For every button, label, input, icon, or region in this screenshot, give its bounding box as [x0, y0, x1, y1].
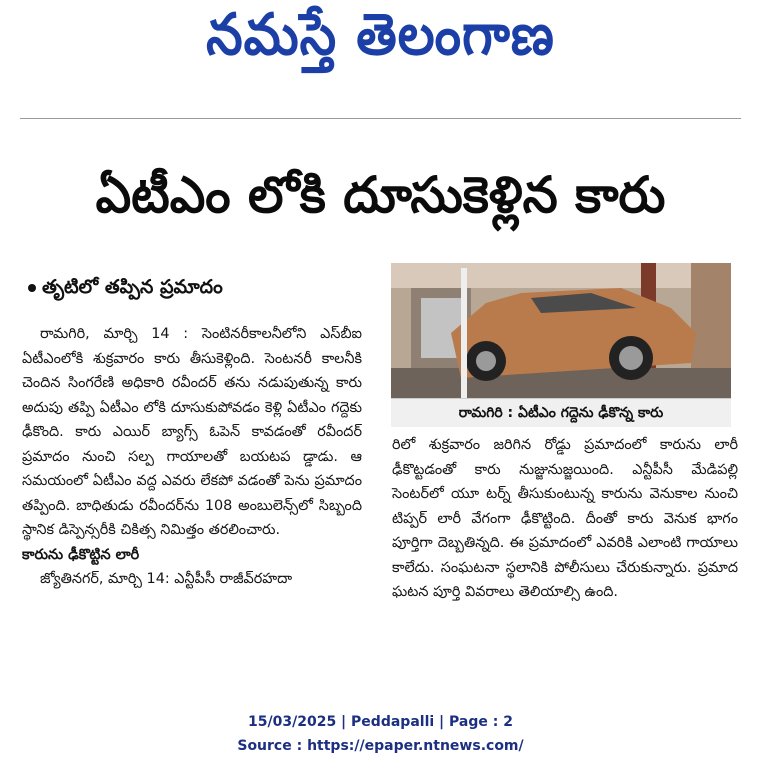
right-column [392, 433, 738, 605]
car-photo-illustration [391, 263, 731, 398]
page-footer [0, 710, 761, 758]
article-subhead [28, 276, 223, 303]
masthead [0, 0, 761, 110]
left-paragraph-1: రామగిరి, మార్చి 14 : సెంటినరీకాలనీలోని ఎస్‌బీఐ ఏటీఎంలోకి శుక్రవారం కారు తీసుకెళ్లింది. సెంటనరీ కాలనీకి చెందిన సింగరేణి అధికారి రవీందర్ తను నడుపుతున్న కారు అదుపు తప్పి ఏటీఎం లోకి దూసుకుపోవడం కెళ్లి ఏటీఎం గద్దెకు ఢీకొంది. కారు ఎయిర్ బ్యాగ్స్ ఓపెన్ కావడంతో రవీందర్ ప్రమాదం నుంచి సల్ప గాయాలతో బయటప డ్డాడు. ఆ సమయంలో ఏటీఎం వద్ద ఎవరు లేకపో వడంతో పెను ప్రమాదం తప్పింది. బాధితుడు రవీందర్‌ను 108 అంబులెన్స్‌లో సిబ్బంది స్థానిక డిస్పెన్సరీకి చికిత్స నిమిత్తం తరలించారు. [22, 326, 362, 538]
car-crash-photo [391, 263, 731, 398]
masthead-divider [20, 118, 741, 119]
right-paragraph-1: రిలో శుక్రవారం జరిగిన రోడ్డు ప్రమాదంలో కారును లారీ ఢీకొట్టడంతో కారు నుజ్జునుజ్జయింది. ఎన్టీపీసీ మేడిపల్లి సెంటర్‌లో యూ టర్న్ తీసుకుంటున్న కారును వెనుకాల నుంచి టిప్పర్ లారీ వేగంగా ఢీకొట్టింది. దీంతో కారు వెనుక భాగం పూర్తిగా దెబ్బతిన్నది. ఈ ప్రమాదంలో ఎవరికి ఎలాంటి గాయాలు కాలేదు. సంఘటనా స్థలానికి పోలీసులు చేరుకున్నారు. ప్రమాద ఘటన పూర్తి వివరాలు తెలియాల్సి ఉంది. [392, 437, 738, 600]
secondary-subheading: కారును ఢీకొట్టిన లారీ [22, 546, 140, 563]
footer-date-edition: 15/03/2025 | Peddapalli | Page : 2 [248, 714, 513, 730]
newspaper-logo-title: నమస్తే తెలంగాణ [206, 2, 555, 69]
footer-source-link[interactable]: Source : https://epaper.ntnews.com/ [237, 738, 524, 754]
left-column [22, 322, 362, 592]
subhead-text: తృటిలో తప్పిన ప్రమాదం [42, 276, 223, 298]
left-paragraph-2: జ్యోతినగర్, మార్చి 14: ఎన్టీపీసీ రాజీవ్‌రహదా [40, 571, 293, 587]
photo-caption: రామగిరి : ఏటీఎం గద్దెను ఢీకొన్న కారు [391, 398, 731, 427]
bullet-icon [28, 284, 36, 292]
article-headline: ఏటీఎం లోకి దూసుకెళ్లిన కారు [95, 166, 666, 224]
